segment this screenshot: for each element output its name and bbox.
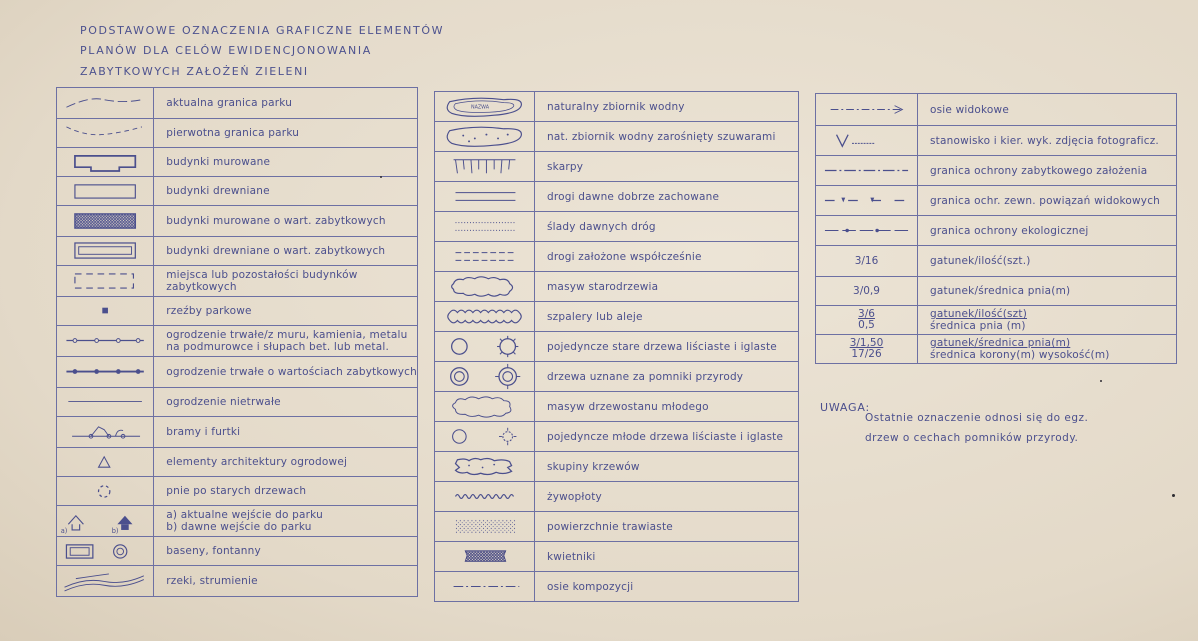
legend-label: gatunek/średnica pnia(m) średnica korony(m) wysokość(m) bbox=[918, 335, 1177, 364]
legend-row bbox=[435, 152, 799, 182]
legend-row bbox=[57, 266, 418, 297]
legend-label: gatunek/ilość(szt.) bbox=[918, 246, 1177, 277]
legend-label: pierwotna granica parku bbox=[154, 119, 418, 148]
young-tree-mass-icon bbox=[435, 392, 535, 422]
legend-label: osie widokowe bbox=[918, 94, 1177, 126]
dash-curve-line-icon bbox=[57, 88, 154, 119]
old-tree-mass-icon bbox=[435, 272, 535, 302]
legend-row bbox=[816, 277, 1177, 306]
legend-label: drogi dawne dobrze zachowane bbox=[535, 182, 799, 212]
short-dash-curve-icon bbox=[57, 119, 154, 148]
masonry-building-icon bbox=[57, 148, 154, 177]
legend-label: pojedyncze stare drzewa liściaste i iglaste bbox=[535, 332, 799, 362]
legend-label: drzewa uznane za pomniki przyrody bbox=[535, 362, 799, 392]
legend-table-buildings bbox=[56, 87, 418, 597]
legend-label: szpalery lub aleje bbox=[535, 302, 799, 332]
legend-label: budynki murowane o wart. zabytkowych bbox=[154, 206, 418, 237]
pond-name-label: NAZWA bbox=[470, 105, 490, 111]
dash-dot-line-icon bbox=[816, 156, 918, 186]
river-icon bbox=[57, 566, 154, 597]
legend-row bbox=[57, 88, 418, 119]
legend-row bbox=[435, 452, 799, 482]
legend-label: gatunek/ilość(szt) średnica pnia (m) bbox=[918, 306, 1177, 335]
legend-row bbox=[816, 156, 1177, 186]
double-rect-building-icon bbox=[57, 237, 154, 266]
legend-row bbox=[57, 148, 418, 177]
legend-label: granica ochrony zabytkowego założenia bbox=[918, 156, 1177, 186]
legend-label: a) aktualne wejście do parku b) dawne wejście do parku bbox=[154, 506, 418, 537]
single-old-trees-icon bbox=[435, 332, 535, 362]
legend-row bbox=[435, 92, 799, 122]
monument-trees-icon bbox=[435, 362, 535, 392]
photo-station-icon bbox=[816, 126, 918, 156]
overgrown-pond-icon bbox=[435, 122, 535, 152]
legend-row bbox=[816, 126, 1177, 156]
legend-label: kwietniki bbox=[535, 542, 799, 572]
species-count-value: 3/16 bbox=[816, 246, 918, 277]
legend-row bbox=[816, 246, 1177, 277]
wooden-building-icon bbox=[57, 177, 154, 206]
fence-heavy-icon bbox=[57, 357, 154, 388]
single-young-trees-icon bbox=[435, 422, 535, 452]
legend-row bbox=[57, 477, 418, 506]
legend-label: skupiny krzewów bbox=[535, 452, 799, 482]
legend-label: budynki murowane bbox=[154, 148, 418, 177]
dashed-double-line-icon bbox=[435, 242, 535, 272]
triangle-icon bbox=[57, 448, 154, 477]
species-diameter-value: 3/0,9 bbox=[816, 277, 918, 306]
legend-label: powierzchnie trawiaste bbox=[535, 512, 799, 542]
double-line-icon bbox=[435, 182, 535, 212]
dash-dot-dot-line-icon bbox=[816, 216, 918, 246]
legend-row bbox=[435, 482, 799, 512]
legend-row bbox=[816, 94, 1177, 126]
title-line-1: PODSTAWOWE OZNACZENIA GRAFICZNE ELEMENTÓW bbox=[80, 24, 445, 37]
hedge-wave-icon bbox=[435, 482, 535, 512]
note-line-1: Ostatnie oznaczenie odnosi się do egz. bbox=[865, 412, 1089, 424]
legend-label: budynki drewniane bbox=[154, 177, 418, 206]
pond-icon bbox=[435, 92, 535, 122]
hatched-building-icon bbox=[57, 206, 154, 237]
legend-table-nature bbox=[434, 91, 799, 602]
legend-row bbox=[816, 216, 1177, 246]
svg-text:a): a) bbox=[60, 526, 68, 535]
legend-label: żywopłoty bbox=[535, 482, 799, 512]
slope-hatch-icon bbox=[435, 152, 535, 182]
composition-axis-icon bbox=[435, 572, 535, 602]
dashed-circle-icon bbox=[57, 477, 154, 506]
legend-label: gatunek/średnica pnia(m) bbox=[918, 277, 1177, 306]
legend-row bbox=[435, 422, 799, 452]
view-axis-arrow-icon bbox=[816, 94, 918, 126]
legend-row bbox=[435, 362, 799, 392]
legend-label: granica ochr. zewn. powiązań widokowych bbox=[918, 186, 1177, 216]
legend-label: rzeźby parkowe bbox=[154, 297, 418, 326]
legend-row bbox=[435, 242, 799, 272]
note-line-2: drzew o cechach pomników przyrody. bbox=[865, 432, 1079, 444]
legend-row bbox=[57, 388, 418, 417]
legend-row bbox=[57, 448, 418, 477]
thin-line-icon bbox=[57, 388, 154, 417]
pool-fountain-icon bbox=[57, 537, 154, 566]
title-line-3: ZABYTKOWYCH ZAŁOŻEŃ ZIELENI bbox=[80, 65, 309, 78]
shrub-group-icon bbox=[435, 452, 535, 482]
legend-row bbox=[435, 182, 799, 212]
legend-label: nat. zbiornik wodny zarośnięty szuwarami bbox=[535, 122, 799, 152]
legend-row bbox=[816, 306, 1177, 335]
legend-row bbox=[435, 572, 799, 602]
note-heading: UWAGA: bbox=[820, 401, 871, 414]
svg-text:b): b) bbox=[111, 526, 119, 535]
legend-label: pojedyncze młode drzewa liściaste i iglaste bbox=[535, 422, 799, 452]
legend-row bbox=[435, 272, 799, 302]
legend-row bbox=[816, 335, 1177, 364]
legend-label: miejsca lub pozostałości budynków zabytkowych bbox=[154, 266, 418, 297]
legend-row bbox=[435, 302, 799, 332]
legend-label: ogrodzenie trwałe/z muru, kamienia, metalu na podmurowce i słupach bet. lub metal. bbox=[154, 326, 418, 357]
legend-row bbox=[57, 177, 418, 206]
legend-row bbox=[435, 122, 799, 152]
legend-row bbox=[57, 237, 418, 266]
legend-label: budynki drewniane o wart. zabytkowych bbox=[154, 237, 418, 266]
species-fraction-value: 3/6 0,5 bbox=[816, 306, 918, 335]
dotted-double-line-icon bbox=[435, 212, 535, 242]
legend-label: rzeki, strumienie bbox=[154, 566, 418, 597]
legend-label: masyw starodrzewia bbox=[535, 272, 799, 302]
legend-label: drogi założone współcześnie bbox=[535, 242, 799, 272]
title-line-2: PLANÓW DLA CELÓW EWIDENCJONOWANIA bbox=[80, 44, 372, 57]
legend-label: baseny, fontanny bbox=[154, 537, 418, 566]
legend-label: elementy architektury ogrodowej bbox=[154, 448, 418, 477]
legend-label: ogrodzenie nietrwałe bbox=[154, 388, 418, 417]
legend-label: ogrodzenie trwałe o wartościach zabytkowych bbox=[154, 357, 418, 388]
dashed-rect-icon bbox=[57, 266, 154, 297]
legend-row bbox=[57, 537, 418, 566]
legend-row bbox=[435, 392, 799, 422]
legend-row bbox=[57, 297, 418, 326]
legend-label: masyw drzewostanu młodego bbox=[535, 392, 799, 422]
legend-row bbox=[816, 186, 1177, 216]
legend-label: granica ochrony ekologicznej bbox=[918, 216, 1177, 246]
legend-row bbox=[57, 119, 418, 148]
dash-triangle-line-icon bbox=[816, 186, 918, 216]
flowerbed-icon bbox=[435, 542, 535, 572]
legend-label: osie kompozycji bbox=[535, 572, 799, 602]
legend-row bbox=[435, 512, 799, 542]
legend-row bbox=[57, 206, 418, 237]
fence-posts-icon bbox=[57, 326, 154, 357]
lawn-stipple-icon bbox=[435, 512, 535, 542]
legend-row bbox=[57, 326, 418, 357]
ink-speck bbox=[1100, 380, 1102, 382]
hedge-row-icon bbox=[435, 302, 535, 332]
legend-label: stanowisko i kier. wyk. zdjęcia fotograficz. bbox=[918, 126, 1177, 156]
legend-label: ślady dawnych dróg bbox=[535, 212, 799, 242]
legend-label: pnie po starych drzewach bbox=[154, 477, 418, 506]
monument-tree-value: 3/1,50 17/26 bbox=[816, 335, 918, 364]
legend-label: skarpy bbox=[535, 152, 799, 182]
legend-label: aktualna granica parku bbox=[154, 88, 418, 119]
legend-row bbox=[57, 506, 418, 537]
legend-table-boundaries bbox=[815, 93, 1177, 364]
legend-row bbox=[57, 417, 418, 448]
legend-row bbox=[435, 542, 799, 572]
legend-row bbox=[435, 332, 799, 362]
legend-label: bramy i furtki bbox=[154, 417, 418, 448]
legend-row bbox=[435, 212, 799, 242]
legend-row bbox=[57, 357, 418, 388]
gate-icon bbox=[57, 417, 154, 448]
legend-label: naturalny zbiornik wodny bbox=[535, 92, 799, 122]
legend-row bbox=[57, 566, 418, 597]
ink-speck bbox=[380, 176, 382, 178]
ink-speck bbox=[1172, 494, 1175, 497]
square-dot-icon bbox=[57, 297, 154, 326]
entrance-arrows-icon bbox=[57, 506, 154, 537]
